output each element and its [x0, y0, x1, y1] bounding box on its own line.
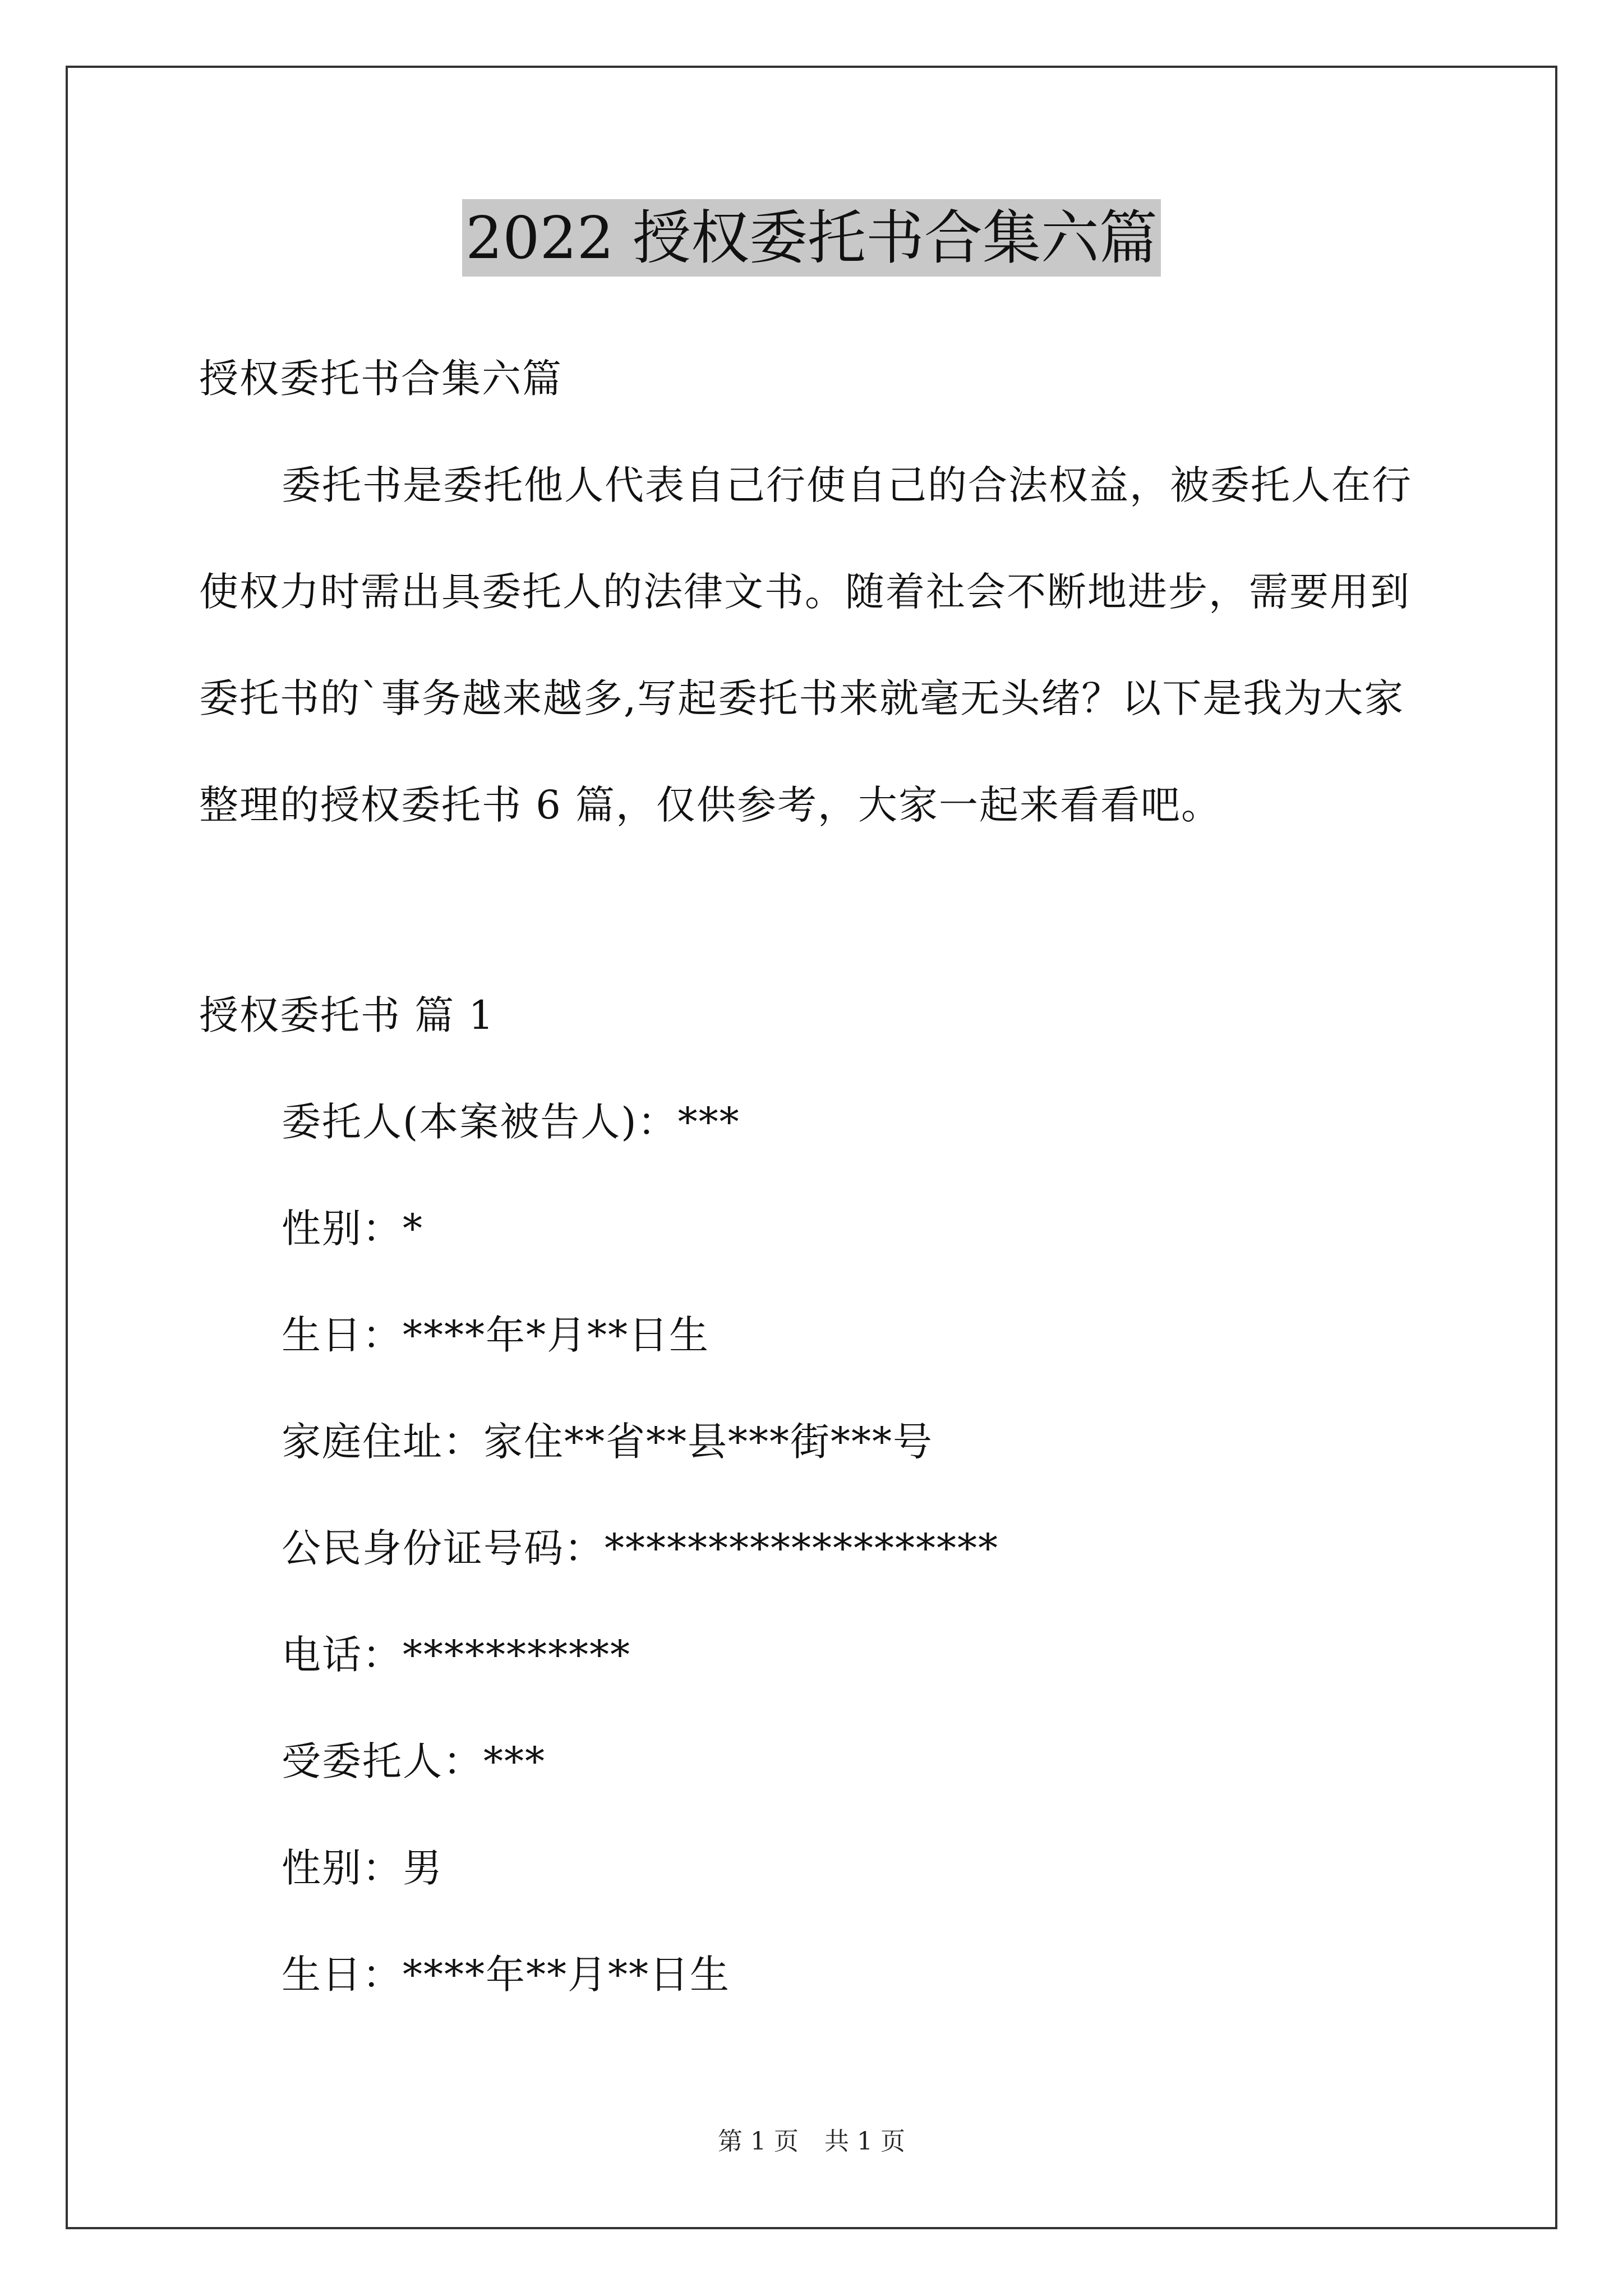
document-subtitle: 授权委托书合集六篇	[199, 356, 562, 402]
section-heading: 授权委托书 篇 1	[199, 992, 495, 1038]
field-line: 生日：****年**月**日生	[282, 1952, 730, 1998]
field-line: 性别：*	[282, 1205, 423, 1251]
field-line: 生日：****年*月**日生	[282, 1312, 709, 1358]
page-total: 共 1 页	[824, 2127, 905, 2156]
field-line: 受委托人：***	[282, 1738, 546, 1784]
field-line: 家庭住址：家住**省**县***街***号	[282, 1419, 933, 1465]
intro-line: 整理的授权委托书 6 篇，仅供参考，大家一起来看看吧。	[199, 782, 1222, 828]
document-title: 2022 授权委托书合集六篇	[462, 199, 1161, 277]
field-line: 性别：男	[282, 1845, 443, 1891]
intro-line: 使权力时需出具委托人的法律文书。随着社会不断地进步，需要用到	[199, 569, 1410, 615]
intro-line: 委托书的`事务越来越多,写起委托书来就毫无头绪？以下是我为大家	[199, 675, 1405, 721]
field-line: 电话：***********	[282, 1632, 631, 1678]
field-line: 公民身份证号码：*******************	[282, 1525, 999, 1571]
page-footer	[0, 2126, 1623, 2157]
field-line: 委托人(本案被告人)：***	[282, 1099, 740, 1145]
page-number: 第 1 页	[718, 2127, 799, 2156]
intro-line: 委托书是委托他人代表自己行使自己的合法权益，被委托人在行	[282, 462, 1412, 508]
title-area	[0, 199, 1623, 277]
